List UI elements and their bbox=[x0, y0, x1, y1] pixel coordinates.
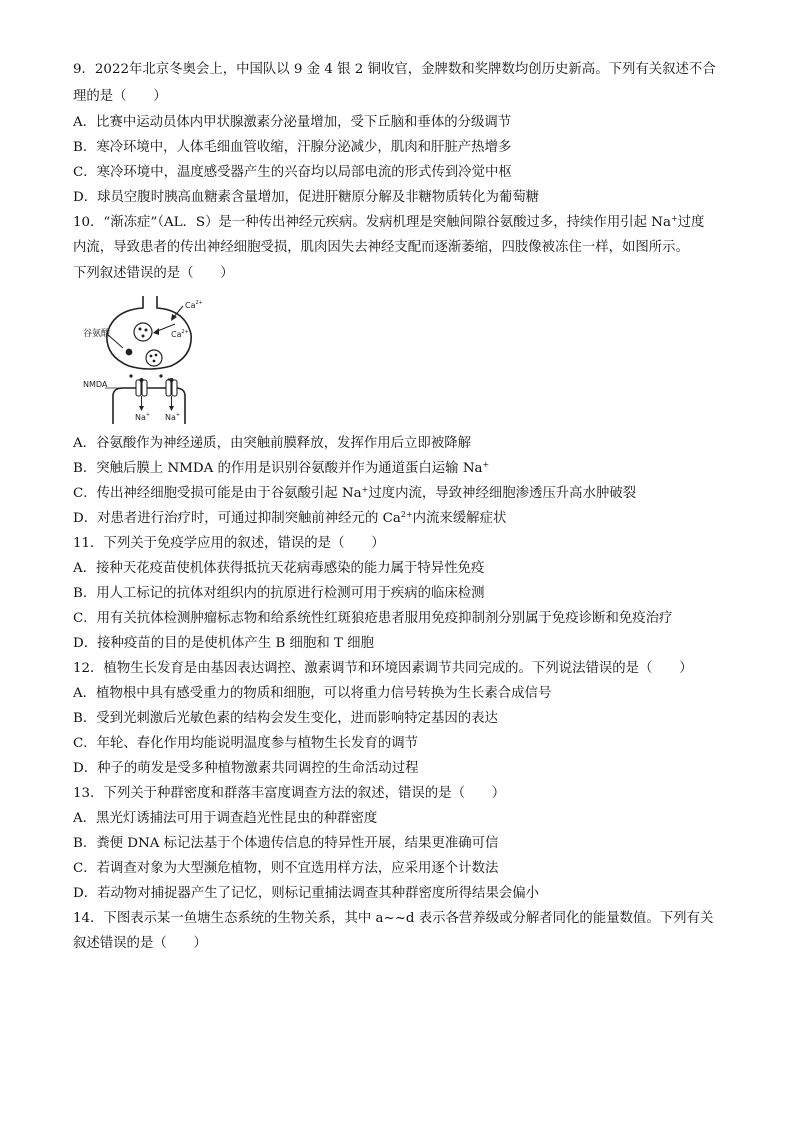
glutamate-molecule bbox=[126, 349, 133, 356]
label-glutamate: 谷氨酸 bbox=[83, 329, 111, 339]
q11-option-a: A．接种天花疫苗使机体获得抵抗天花病毒感染的能力属于特异性免疫 bbox=[73, 561, 485, 576]
q10-option-b: B．突触后膜上 NMDA 的作用是识别谷氨酸并作为通道蛋白运输 Na+ bbox=[73, 460, 490, 476]
label-na-left: Na+ bbox=[135, 412, 151, 422]
q10-stem-line2: 内流，导致患者的传出神经细胞受损，肌肉因失去神经支配而逐渐萎缩，四肢像被冻住一样，如图所示。 bbox=[73, 240, 689, 255]
q14-stem-line1: 14．下图表示某一鱼塘生态系统的生物关系，其中 a~~d 表示各营养级或分解者同化的能量数值。下列有关 bbox=[73, 911, 714, 926]
q13-option-b: B．粪便 DNA 标记法基于个体遗传信息的特异性开展，结果更准确可信 bbox=[73, 836, 499, 851]
q9-option-b: B．寒冷环境中，人体毛细血管收缩，汗腺分泌减少，肌肉和肝脏产热增多 bbox=[73, 140, 512, 155]
q11-option-b: B．用人工标记的抗体对组织内的抗原进行检测可用于疾病的临床检测 bbox=[73, 586, 485, 601]
q11-option-d: D．接种疫苗的目的是使机体产生 B 细胞和 T 细胞 bbox=[73, 636, 374, 651]
q13-stem: 13．下列关于种群密度和群落丰富度调查方法的叙述，错误的是（ ） bbox=[73, 786, 506, 801]
nmda-receptor-right bbox=[166, 378, 177, 411]
q9-option-d: D．球员空腹时胰高血糖素含量增加，促进肝糖原分解及非糖物质转化为葡萄糖 bbox=[73, 190, 540, 205]
vesicle-upper bbox=[134, 323, 152, 341]
q13-option-d: D．若动物对捕捉器产生了记忆，则标记重捕法调查其种群密度所得结果会偏小 bbox=[73, 886, 540, 901]
q10-option-c: C．传出神经细胞受损可能是由于谷氨酸引起 Na+过度内流，导致神经细胞渗透压升高水肿破裂 bbox=[73, 485, 637, 501]
nmda-receptor-left bbox=[136, 378, 147, 411]
label-ca-top: $Ca^{2+}$ bbox=[185, 300, 203, 310]
q10-stem-line3: 下列叙述错误的是（ ） bbox=[73, 266, 234, 281]
q9-stem-line2: 理的是（ ） bbox=[73, 89, 167, 104]
q12-option-a: A．植物根中具有感受重力的物质和细胞，可以将重力信号转换为生长素合成信号 bbox=[73, 686, 552, 701]
label-na-right: Na+ bbox=[165, 412, 181, 422]
q9-option-c: C．寒冷环境中，温度感受器产生的兴奋均以局部电流的形式传到冷觉中枢 bbox=[73, 165, 512, 180]
q12-stem: 12．植物生长发育是由基因表达调控、激素调节和环境因素调节共同完成的。下列说法错误的是（ ） bbox=[73, 661, 693, 676]
q13-option-c: C．若调查对象为大型濒危植物，则不宜选用样方法，应采用逐个计数法 bbox=[73, 861, 499, 876]
q12-option-d: D．种子的萌发是受多种植物激素共同调控的生命活动过程 bbox=[73, 761, 419, 776]
q11-stem: 11．下列关于免疫学应用的叙述，错误的是（ ） bbox=[73, 536, 385, 551]
label-ca-mid: $Ca^{2+}$ bbox=[171, 329, 189, 339]
q13-option-a: A．黑光灯诱捕法可用于调查趋光性昆虫的种群密度 bbox=[73, 811, 378, 826]
label-nmda: NMDA bbox=[83, 380, 108, 389]
q14-stem-line2: 叙述错误的是（ ） bbox=[73, 936, 207, 951]
q10-option-a: A．谷氨酸作为神经递质，由突触前膜释放，发挥作用后立即被降解 bbox=[73, 436, 471, 451]
q11-option-c: C．用有关抗体检测肿瘤标志物和给系统性红斑狼疮患者服用免疫抑制剂分别属于免疫诊断和免疫治疗 bbox=[73, 611, 673, 626]
q9-option-a: A．比赛中运动员体内甲状腺激素分泌量增加，受下丘脑和垂体的分级调节 bbox=[73, 115, 512, 130]
q12-option-c: C．年轮、春化作用均能说明温度参与植物生长发育的调节 bbox=[73, 736, 419, 751]
vesicle-lower bbox=[146, 350, 162, 366]
q12-option-b: B．受到光刺激后光敏色素的结构会发生变化，进而影响特定基因的表达 bbox=[73, 711, 498, 726]
q10-option-d: D．对患者进行治疗时，可通过抑制突触前神经元的 $Ca^{2+}$内流来缓解症状 bbox=[73, 510, 507, 526]
q10-stem-line1: 10．“渐冻症”（AL．S）是一种传出神经元疾病。发病机理是突触间隙谷氨酸过多，持续作用引起 Na+过度 bbox=[73, 214, 705, 230]
q9-stem-line1: 9．2022年北京冬奥会上，中国队以 9 金 4 银 2 铜收官，金牌数和奖牌数均创历史新高。下列有关叙述不合 bbox=[73, 62, 716, 77]
synapse-diagram bbox=[83, 296, 213, 424]
